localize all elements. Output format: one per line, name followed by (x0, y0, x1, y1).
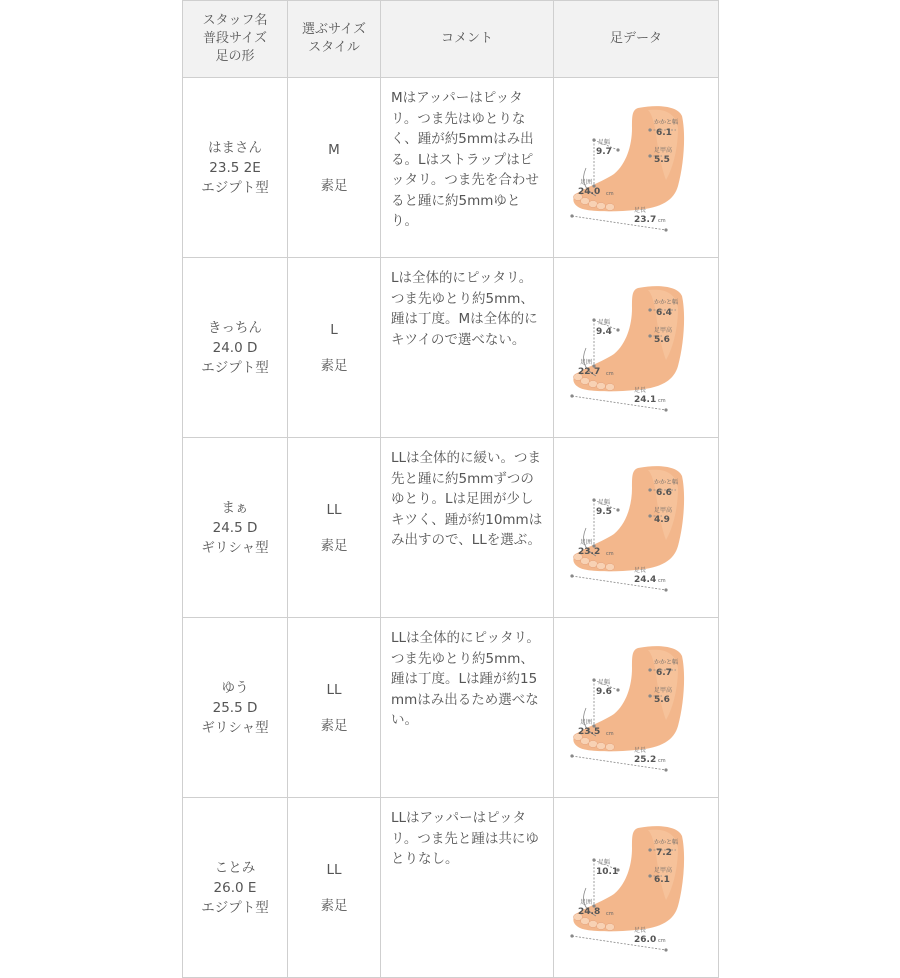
foot-diagram (566, 460, 706, 595)
comment-cell: Mはアッパーはピッタリ。つま先はゆとりなく、踵が約5mmはみ出る。Lはストラップはピッタリ。つま先を合わせると踵に約5mmゆとり。 (381, 78, 554, 258)
foot-diagram (566, 100, 706, 235)
foot-shape: ギリシャ型 (201, 719, 269, 736)
table-row (183, 618, 719, 798)
length-unit: cm (658, 758, 666, 764)
measure-point (592, 498, 595, 501)
ball-unit: cm (606, 371, 614, 377)
table-row (183, 78, 719, 258)
instep-value: 9.7 (596, 147, 612, 157)
toe-2 (581, 198, 590, 205)
style: 素足 (320, 357, 348, 374)
foot-data-cell (554, 78, 719, 258)
measure-point (648, 668, 651, 671)
heel-value: 6.4 (656, 308, 672, 318)
heel-label: かかと幅 (654, 479, 679, 486)
foot-diagram (566, 640, 706, 775)
measure-point (570, 574, 573, 577)
measure-point (616, 508, 619, 511)
size-spacer (288, 340, 380, 356)
length-label: 足長 (634, 387, 647, 394)
toe-2 (581, 378, 590, 385)
staff-cell (183, 618, 288, 798)
measure-point (648, 514, 651, 517)
usual-size: 23.5 2E (209, 159, 261, 176)
length-value: 26.0 (634, 935, 657, 945)
foot-diagram (566, 820, 706, 955)
table-row (183, 438, 719, 618)
toe-5 (606, 564, 615, 571)
measure-point (570, 394, 573, 397)
header-size-line2: スタイル (308, 40, 360, 55)
measure-point (648, 128, 651, 131)
ball-value: 24.8 (578, 907, 601, 917)
instep-label: 足幅 (598, 319, 611, 326)
table-row (183, 798, 719, 978)
arch-value: 5.6 (654, 695, 670, 705)
foot-shape: エジプト型 (201, 179, 269, 196)
toe-2 (581, 918, 590, 925)
heel-value: 6.6 (656, 488, 672, 498)
chosen-size: LL (326, 861, 342, 878)
length-value: 23.7 (634, 215, 657, 225)
toe-5 (606, 744, 615, 751)
style: 素足 (320, 897, 348, 914)
staff-name: ゆう (221, 679, 249, 696)
staff-name: まぁ (221, 499, 249, 516)
heel-label: かかと幅 (654, 299, 679, 306)
heel-label: かかと幅 (654, 839, 679, 846)
measure-point (664, 408, 667, 411)
foot-data-cell (554, 438, 719, 618)
header-staff-line3: 足の形 (215, 49, 255, 64)
measure-point (664, 948, 667, 951)
header-size (288, 1, 381, 78)
size-spacer (288, 880, 380, 896)
instep-label: 足幅 (598, 679, 611, 686)
ball-value: 23.5 (578, 727, 601, 737)
style: 素足 (320, 717, 348, 734)
length-unit: cm (658, 938, 666, 944)
ball-unit: cm (606, 191, 614, 197)
header-row (183, 1, 719, 78)
ball-value: 22.7 (578, 367, 601, 377)
usual-size: 25.5 D (212, 699, 258, 716)
staff-cell (183, 438, 288, 618)
measure-point (648, 154, 651, 157)
size-spacer (288, 520, 380, 536)
arch-value: 6.1 (654, 875, 670, 885)
instep-value: 10.1 (596, 867, 619, 877)
heel-value: 7.2 (656, 848, 672, 858)
length-value: 24.4 (634, 575, 657, 585)
measure-point (648, 874, 651, 877)
usual-size: 24.5 D (212, 519, 258, 536)
staff-cell (183, 78, 288, 258)
measure-point (592, 678, 595, 681)
length-unit: cm (658, 218, 666, 224)
comment-cell: LLは全体的にピッタリ。つま先ゆとり約5mm、踵は丁度。Lは踵が約15mmはみ出るため選べない。 (381, 618, 554, 798)
foot-shape: エジプト型 (201, 899, 269, 916)
foot-diagram (566, 280, 706, 415)
length-unit: cm (658, 578, 666, 584)
header-staff-line1: スタッフ名 (202, 13, 268, 28)
measure-point (664, 588, 667, 591)
arch-label: 足甲高 (654, 507, 673, 514)
ball-label: 足囲 (580, 899, 593, 906)
ball-label: 足囲 (580, 539, 593, 546)
size-cell (288, 258, 381, 438)
measure-point (664, 228, 667, 231)
header-staff-line2: 普段サイズ (203, 31, 267, 46)
toe-3 (589, 741, 598, 748)
ball-label: 足囲 (580, 719, 593, 726)
arch-value: 4.9 (654, 515, 670, 525)
arch-value: 5.5 (654, 155, 670, 165)
toe-4 (597, 563, 606, 570)
size-cell (288, 78, 381, 258)
size-cell (288, 438, 381, 618)
ball-label: 足囲 (580, 359, 593, 366)
instep-value: 9.5 (596, 507, 612, 517)
measure-point (648, 488, 651, 491)
size-cell (288, 618, 381, 798)
measure-point (648, 334, 651, 337)
length-label: 足長 (634, 207, 647, 214)
size-spacer (288, 700, 380, 716)
measure-point (664, 768, 667, 771)
chosen-size: LL (326, 681, 342, 698)
arch-value: 5.6 (654, 335, 670, 345)
instep-label: 足幅 (598, 499, 611, 506)
header-staff (183, 1, 288, 78)
ball-unit: cm (606, 551, 614, 557)
comment-cell: LLは全体的に緩い。つま先と踵に約5mmずつのゆとり。Lは足囲が少しキツく、踵が約10mmはみ出すので、LLを選ぶ。 (381, 438, 554, 618)
length-label: 足長 (634, 927, 647, 934)
toe-5 (606, 924, 615, 931)
arch-label: 足甲高 (654, 327, 673, 334)
staff-cell (183, 258, 288, 438)
measure-point (592, 138, 595, 141)
measure-point (592, 858, 595, 861)
measure-point (648, 308, 651, 311)
arch-label: 足甲高 (654, 867, 673, 874)
length-label: 足長 (634, 567, 647, 574)
style: 素足 (320, 537, 348, 554)
measure-point (648, 694, 651, 697)
instep-label: 足幅 (598, 859, 611, 866)
heel-value: 6.7 (656, 668, 672, 678)
toe-3 (589, 381, 598, 388)
ball-unit: cm (606, 731, 614, 737)
ball-value: 24.0 (578, 187, 601, 197)
heel-label: かかと幅 (654, 119, 679, 126)
length-value: 25.2 (634, 755, 657, 765)
size-spacer (288, 160, 380, 176)
chosen-size: M (328, 141, 340, 158)
arch-label: 足甲高 (654, 687, 673, 694)
toe-4 (597, 203, 606, 210)
ball-label: 足囲 (580, 179, 593, 186)
instep-value: 9.4 (596, 327, 612, 337)
toe-4 (597, 383, 606, 390)
comment-cell: Lは全体的にピッタリ。つま先ゆとり約5mm、踵は丁度。Mは全体的にキツイので選べない。 (381, 258, 554, 438)
toe-4 (597, 743, 606, 750)
foot-shape: エジプト型 (201, 359, 269, 376)
toe-3 (589, 921, 598, 928)
toe-2 (581, 558, 590, 565)
header-foot-data: 足データ (554, 1, 719, 78)
toe-3 (589, 201, 598, 208)
style: 素足 (320, 177, 348, 194)
length-value: 24.1 (634, 395, 657, 405)
header-size-line1: 選ぶサイズ (302, 22, 366, 37)
measure-point (648, 848, 651, 851)
measure-point (592, 318, 595, 321)
foot-data-cell (554, 798, 719, 978)
chosen-size: LL (326, 501, 342, 518)
toe-5 (606, 384, 615, 391)
measure-point (616, 148, 619, 151)
staff-name: きっちん (208, 319, 262, 336)
comment-cell: LLはアッパーはピッタリ。つま先と踵は共にゆとりなし。 (381, 798, 554, 978)
table-row (183, 258, 719, 438)
measure-point (570, 754, 573, 757)
staff-cell (183, 798, 288, 978)
measure-point (570, 934, 573, 937)
staff-name: はまさん (208, 139, 262, 156)
staff-name: ことみ (214, 859, 256, 876)
heel-value: 6.1 (656, 128, 672, 138)
toe-5 (606, 204, 615, 211)
chosen-size: L (330, 321, 338, 338)
toe-2 (581, 738, 590, 745)
instep-label: 足幅 (598, 139, 611, 146)
header-comment: コメント (381, 1, 554, 78)
size-cell (288, 798, 381, 978)
foot-data-cell (554, 258, 719, 438)
toe-4 (597, 923, 606, 930)
length-unit: cm (658, 398, 666, 404)
toe-3 (589, 561, 598, 568)
measure-point (616, 328, 619, 331)
usual-size: 26.0 E (213, 879, 257, 896)
ball-unit: cm (606, 911, 614, 917)
measure-point (616, 688, 619, 691)
staff-size-table (182, 0, 719, 978)
arch-label: 足甲高 (654, 147, 673, 154)
foot-data-cell (554, 618, 719, 798)
heel-label: かかと幅 (654, 659, 679, 666)
usual-size: 24.0 D (212, 339, 258, 356)
foot-shape: ギリシャ型 (201, 539, 269, 556)
length-label: 足長 (634, 747, 647, 754)
measure-point (570, 214, 573, 217)
ball-value: 23.2 (578, 547, 601, 557)
instep-value: 9.6 (596, 687, 612, 697)
